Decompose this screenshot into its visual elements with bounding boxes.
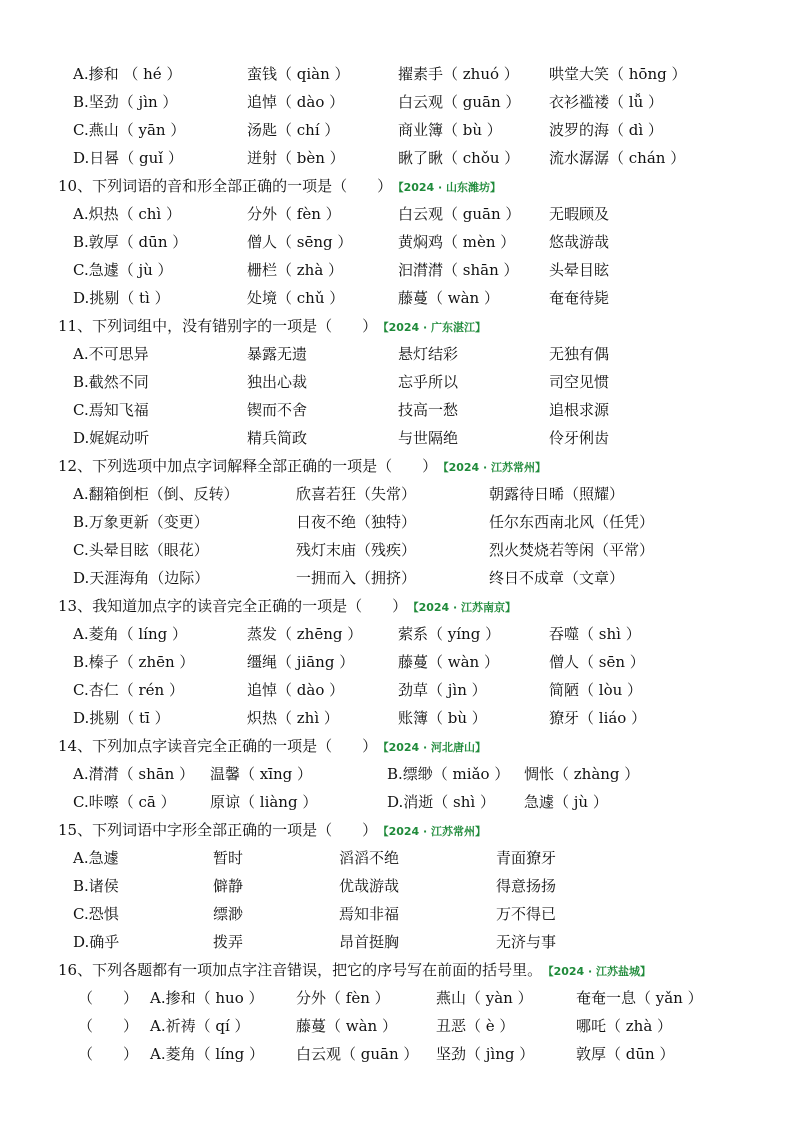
option-cell: 白云观（ guān ） [398,205,521,223]
q9-option-row [0,144,794,172]
q12-option-row [0,536,794,564]
option-cell: 暴露无遗 [247,345,308,363]
option-cell: A.不可思异 [73,345,149,363]
option-cell: C.杏仁（ rén ） [73,681,184,699]
option-cell: 敦厚（ dūn ） [576,1045,675,1063]
option-cell: B.缥缈（ miǎo ） [387,765,510,783]
source-tag: 【2024 · 广东湛江】 [383,321,487,334]
q12-option-row [0,508,794,536]
option-cell: 白云观（ guān ） [296,1045,419,1063]
q16-option-row [0,1040,794,1068]
option-cell: 欣喜若狂（失常） [296,485,417,503]
option-cell: B.截然不同 [73,373,149,391]
q9-option-row [0,60,794,88]
question-heading [0,592,794,620]
option-cell: 白云观（ guān ） [398,93,521,111]
option-cell: 劲草（ jìn ） [398,681,487,699]
option-cell: 擢素手（ zhuó ） [398,65,519,83]
option-cell: 蛮钱（ qiàn ） [247,65,350,83]
option-cell: 分外（ fèn ） [247,205,341,223]
q15-option-row [0,928,794,956]
option-cell: 烈火焚烧若等闲（平常） [489,541,655,559]
option-cell: 哄堂大笑（ hōng ） [549,65,687,83]
option-cell: C.恐惧 [73,905,119,923]
option-cell: C.头晕目眩（眼花） [73,541,209,559]
q15-option-row [0,872,794,900]
option-cell: 精兵简政 [247,429,308,447]
option-cell: 流水潺潺（ chán ） [549,149,686,167]
option-cell: 追悼（ dào ） [247,681,345,699]
q13-option-row [0,704,794,732]
option-cell: 简陋（ lòu ） [549,681,643,699]
option-cell: 波罗的海（ dì ） [549,121,663,139]
option-cell: 独出心裁 [247,373,308,391]
question-heading [0,956,794,984]
option-cell: 一拥而入（拥挤） [296,569,417,587]
source-tag: 【2024 · 江苏南京】 [413,601,517,614]
option-cell: A.翻箱倒柜（倒、反转） [73,485,239,503]
answer-blank[interactable]: （ ） [78,1017,139,1035]
option-cell: 司空见惯 [549,373,610,391]
question-heading [0,816,794,844]
option-cell: 萦系（ yíng ） [398,625,501,643]
option-cell: 獠牙（ liáo ） [549,709,647,727]
option-cell: D.天涯海角（边际） [73,569,210,587]
q12-option-row [0,480,794,508]
question-text: 16、下列各题都有一项加点字注音错误，把它的序号写在前面的括号里。 [58,961,543,979]
option-cell: 坚劲（ jìng ） [436,1045,535,1063]
option-cell: 瞅了瞅（ chǒu ） [398,149,520,167]
option-cell: D.挑剔（ tī ） [73,709,170,727]
option-cell: 忘乎所以 [398,373,459,391]
option-cell: 头晕目眩 [549,261,610,279]
question-text: 10、下列词语的音和形全部正确的一项是（ ） [58,177,393,195]
option-cell: D.确乎 [73,933,120,951]
option-cell: D.消逝（ shì ） [387,793,495,811]
option-cell: 哪吒（ zhà ） [576,1017,673,1035]
option-cell: 无独有偶 [549,345,610,363]
option-cell: 急遽（ jù ） [524,793,608,811]
option-cell: D.娓娓动听 [73,429,150,447]
q13-option-row [0,620,794,648]
option-cell: C.咔嚓（ cā ） [73,793,176,811]
option-cell: 炽热（ zhì ） [247,709,339,727]
option-cell: 温馨（ xīng ） [210,765,313,783]
option-cell: 黄焖鸡（ mèn ） [398,233,516,251]
option-cell: 暂时 [213,849,244,867]
option-cell: 无暇顾及 [549,205,610,223]
question-heading [0,732,794,760]
q15-option-row [0,844,794,872]
option-cell: 终日不成章（文章） [489,569,625,587]
option-cell: 燕山（ yàn ） [436,989,533,1007]
option-cell: 青面獠牙 [496,849,557,867]
q11-option-row [0,368,794,396]
option-cell: 滔滔不绝 [339,849,400,867]
q11-option-row [0,340,794,368]
option-cell: 锲而不舍 [247,401,308,419]
option-cell: 无济与事 [496,933,557,951]
q15-option-row [0,900,794,928]
option-cell: 藤蔓（ wàn ） [398,289,499,307]
option-cell: 拨弄 [213,933,244,951]
option-cell: C.急遽（ jù ） [73,261,173,279]
question-text: 11、下列词组中，没有错别字的一项是（ ） [58,317,378,335]
q14-option-row [0,788,794,816]
option-cell: 焉知非福 [339,905,400,923]
question-text: 12、下列选项中加点字词解释全部正确的一项是（ ） [58,457,438,475]
option-cell: 优哉游哉 [339,877,400,895]
option-cell: 任尔东西南北风（任凭） [489,513,655,531]
option-cell: 吞噬（ shì ） [549,625,641,643]
source-tag: 【2024 · 江苏盐城】 [548,965,652,978]
option-cell: 汩潸潸（ shān ） [398,261,519,279]
option-cell: 昂首挺胸 [339,933,400,951]
option-cell: 缰绳（ jiāng ） [247,653,355,671]
q13-option-row [0,648,794,676]
source-tag: 【2024 · 山东潍坊】 [398,181,502,194]
option-cell: 日夜不绝（独特） [296,513,417,531]
option-cell: C.燕山（ yān ） [73,121,186,139]
option-cell: 技高一愁 [398,401,459,419]
option-cell: 栅栏（ zhà ） [247,261,344,279]
source-tag: 【2024 · 江苏常州】 [383,825,487,838]
q9-option-row [0,116,794,144]
q14-option-row [0,760,794,788]
option-cell: B.坚劲（ jìn ） [73,93,178,111]
option-cell: B.万象更新（变更） [73,513,209,531]
option-cell: 分外（ fèn ） [296,989,390,1007]
q10-option-row [0,256,794,284]
question-text: 13、我知道加点字的读音完全正确的一项是（ ） [58,597,408,615]
q10-option-row [0,284,794,312]
answer-blank[interactable]: （ ） [78,989,139,1007]
option-cell: A.潸潸（ shān ） [73,765,195,783]
option-cell: 僻静 [213,877,244,895]
option-cell: 处境（ chǔ ） [247,289,345,307]
option-cell: 商业簿（ bù ） [398,121,502,139]
option-cell: 悠哉游哉 [549,233,610,251]
option-cell: 蒸发（ zhēng ） [247,625,363,643]
option-cell: A.菱角（ líng ） [73,625,187,643]
question-heading [0,312,794,340]
option-cell: 得意扬扬 [496,877,557,895]
option-cell: 万不得已 [496,905,557,923]
option-cell: A.掺和（ huo ） [150,989,264,1007]
option-cell: C.焉知飞福 [73,401,149,419]
option-cell: 丑恶（ è ） [436,1017,515,1035]
option-cell: 伶牙俐齿 [549,429,610,447]
question-heading [0,172,794,200]
source-tag: 【2024 · 河北唐山】 [383,741,487,754]
option-cell: 迸射（ bèn ） [247,149,345,167]
option-cell: 残灯末庙（残疾） [296,541,417,559]
q12-option-row [0,564,794,592]
option-cell: 藤蔓（ wàn ） [296,1017,397,1035]
option-cell: 奄奄待毙 [549,289,610,307]
answer-blank[interactable]: （ ） [78,1045,139,1063]
q10-option-row [0,228,794,256]
option-cell: 缥渺 [213,905,244,923]
option-cell: B.敦厚（ dūn ） [73,233,188,251]
option-cell: 奄奄一息（ yǎn ） [576,989,703,1007]
option-cell: 原谅（ liàng ） [210,793,318,811]
q16-option-row [0,984,794,1012]
q9-option-row [0,88,794,116]
option-cell: B.榛子（ zhēn ） [73,653,195,671]
option-cell: 与世隔绝 [398,429,459,447]
option-cell: A.急遽 [73,849,119,867]
q13-option-row [0,676,794,704]
q11-option-row [0,424,794,452]
option-cell: 追悼（ dào ） [247,93,345,111]
option-cell: 衣衫褴褛（ lǚ ） [549,93,663,111]
question-text: 14、下列加点字读音完全正确的一项是（ ） [58,737,378,755]
option-cell: A.祈祷（ qí ） [150,1017,250,1035]
option-cell: 藤蔓（ wàn ） [398,653,499,671]
option-cell: D.挑剔（ tì ） [73,289,170,307]
q11-option-row [0,396,794,424]
option-cell: A.菱角（ líng ） [150,1045,264,1063]
q10-option-row [0,200,794,228]
q16-option-row [0,1012,794,1040]
option-cell: 僧人（ sēn ） [549,653,645,671]
option-cell: B.诸侯 [73,877,119,895]
option-cell: 账簿（ bù ） [398,709,487,727]
option-cell: A.掺和 （ hé ） [73,65,182,83]
option-cell: 追根求源 [549,401,610,419]
question-heading [0,452,794,480]
option-cell: 惆怅（ zhàng ） [524,765,640,783]
source-tag: 【2024 · 江苏常州】 [443,461,547,474]
option-cell: 僧人（ sēng ） [247,233,353,251]
option-cell: 朝露待日晞（照耀） [489,485,625,503]
option-cell: 汤匙（ chí ） [247,121,340,139]
option-cell: A.炽热（ chì ） [73,205,181,223]
question-text: 15、下列词语中字形全部正确的一项是（ ） [58,821,378,839]
option-cell: 悬灯结彩 [398,345,459,363]
option-cell: D.日晷（ guǐ ） [73,149,183,167]
